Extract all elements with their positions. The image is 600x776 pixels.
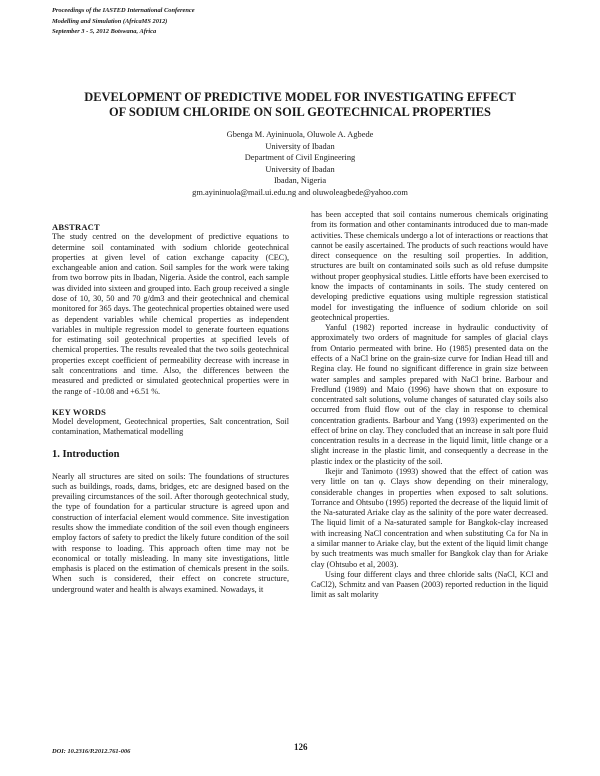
affiliation-3: University of Ibadan [265,164,335,174]
conference-header [52,6,195,38]
conference-line-1: Proceedings of the IASTED International Conference [52,7,195,14]
conference-line-2: Modelling and Simulation (AfricaMS 2012) [52,17,168,25]
abstract-heading: ABSTRACT [52,222,100,232]
paper-title [40,90,560,119]
page-number: 126 [294,742,308,752]
author-names: Gbenga M. Ayininuola, Oluwole A. Agbede [226,130,374,139]
intro-paragraph-5: Using four different clays and three chloride salts (NaCl, KCl and CaCl2), Schmitz and van Paasen (2003) reported reduction in the liquid limit as salt molarity [311,569,548,600]
intro-paragraph-3: Yanful (1982) reported increase in hydraulic conductivity of approximately two orders of magnitude for samples of glacial clays from Ontario permeated with brine. Ho (1985) presented data on the effects of a NaCl brine on the grain-size curve for Indian Head till and Regina clay. He found no significant difference in grain size between water samples and samples prepared with NaCl brine. Barbour and Fredlund (1989) and Maio (1996) have shown that on exposure to concentrated salt solutions, volume changes of saturated clay soils also occurred from fluid flow out of the clay in response to chemical concentration gradients. Barbour and Yang (1993) experimented on the effect of brine on clay. They concluded that an increase in salt pore fluid concentration results in a decrease in the liquid limit, little change or a slight increase in the plastic limit, and consequently a decrease in the plastic index or the plasticity of the soil. [311,323,548,466]
intro-paragraph-1: Nearly all structures are sited on soils: The foundations of structures such as buildings, roads, dams, bridges, etc are designed based on the prevailing circumstances of the soil. After thorough geotechnical study, the type of foundation for a particular structure is agreed upon and construction of interfacial element would commence. Site investigation results show the immediate condition of the soil even though engineers employ factors of safety to predict the likely future condition of the soil with response to loading. This approach often time may not be economical or totally misleading. In many site investigations, little emphasis is placed on the estimation of chemicals present in the soils. When such is considered, their effect on concrete structure, underground water and health is always examined. Nowadays, it [52,471,289,594]
left-column [52,222,289,595]
intro-paragraph-4: Ikejir and Tanimoto (1993) showed that the effect of cation was very little on tan φ. Clays show depending on their mineralogy, considerable changes in properties when exposed to salt solutions. Torrance and Ohtsubo (1995) reported the decrease of the liquid limit of the Na-saturated Ariake clay as the salinity of the pore water decreased. The liquid limit of a Na-saturated sample for Bangkok-clay increased with increasing NaCl concentration and when substituting Ca for Na in a similar manner to Ariake clay, but the extent of the liquid limit change by such treatments was much smaller for Bangkok clay than for Ariake clay (Ohtsubo et al, 2003). [311,467,548,569]
title-line-1: DEVELOPMENT OF PREDICTIVE MODEL FOR INVESTIGATING EFFECT [84,90,516,104]
conference-line-3: September 3 - 5, 2012 Botswana, Africa [52,28,157,35]
right-column [311,210,548,601]
intro-paragraph-2: has been accepted that soil contains numerous chemicals originating from its formation and other contaminants introduced due to man-made activities. These chemicals undergo a lot of interactions or reactions that cannot be easily ascertained. The products of such reactions would have direct consequence on the resulting soil properties. In addition, structures are built on contaminated soils such as old refuse dumpsite without proper geophysical studies. Little efforts have been exercised to know the impacts of contaminants in soils. The study centered on developing predictive equations using multiple regression statistical model for investigating the influence of sodium chloride on soil geotechnical properties. [311,210,548,322]
author-block [40,129,560,198]
keywords-heading: KEY WORDS [52,406,106,417]
title-line-2: OF SODIUM CHLORIDE ON SOIL GEOTECHNICAL PROPERTIES [109,104,491,119]
affiliation-4: Ibadan, Nigeria [273,176,327,185]
doi: DOI: 10.2316/P.2012.761-006 [52,748,131,755]
keywords-text: Model development, Geotechnical properties, Salt concentration, Soil contamination, Mathematical modelling [52,417,289,437]
abstract-text: The study centred on the development of predictive equations to determine soil contaminated with sodium chloride geotechnical properties at given level of cation exchange capacity (CEC), exchangeable anion and cation. Soil samples for the work were taking from two borrow pits in Ibadan, Nigeria. Aside the control, each sample was divided into sixteen and grouped into. Each group received a single dose of 10, 30, 50 and 70 g/dm3 and their geotechnical and chemical monitored for 365 days. The geotechnical properties obtained were used as dependent variables while chemical properties as independent variables in multiple regression model to generate fourteen equations for estimating soil geotechnical properties at specified levels of chemical properties. The results revealed that the two soils geotechnical properties except coefficient of permeability decrease with increase in salt concentrations and time. Also, the differences between the measured and predicted or simulated geotechnical properties were in the range of -10.08 and +6.51 %. [52,232,289,396]
affiliation-1: University of Ibadan [265,141,335,151]
author-emails: gm.ayininuola@mail.ui.edu.ng and oluwoleagbede@yahoo.com [192,187,408,197]
intro-heading: 1. Introduction [52,448,120,460]
affiliation-2: Department of Civil Engineering [244,153,356,162]
